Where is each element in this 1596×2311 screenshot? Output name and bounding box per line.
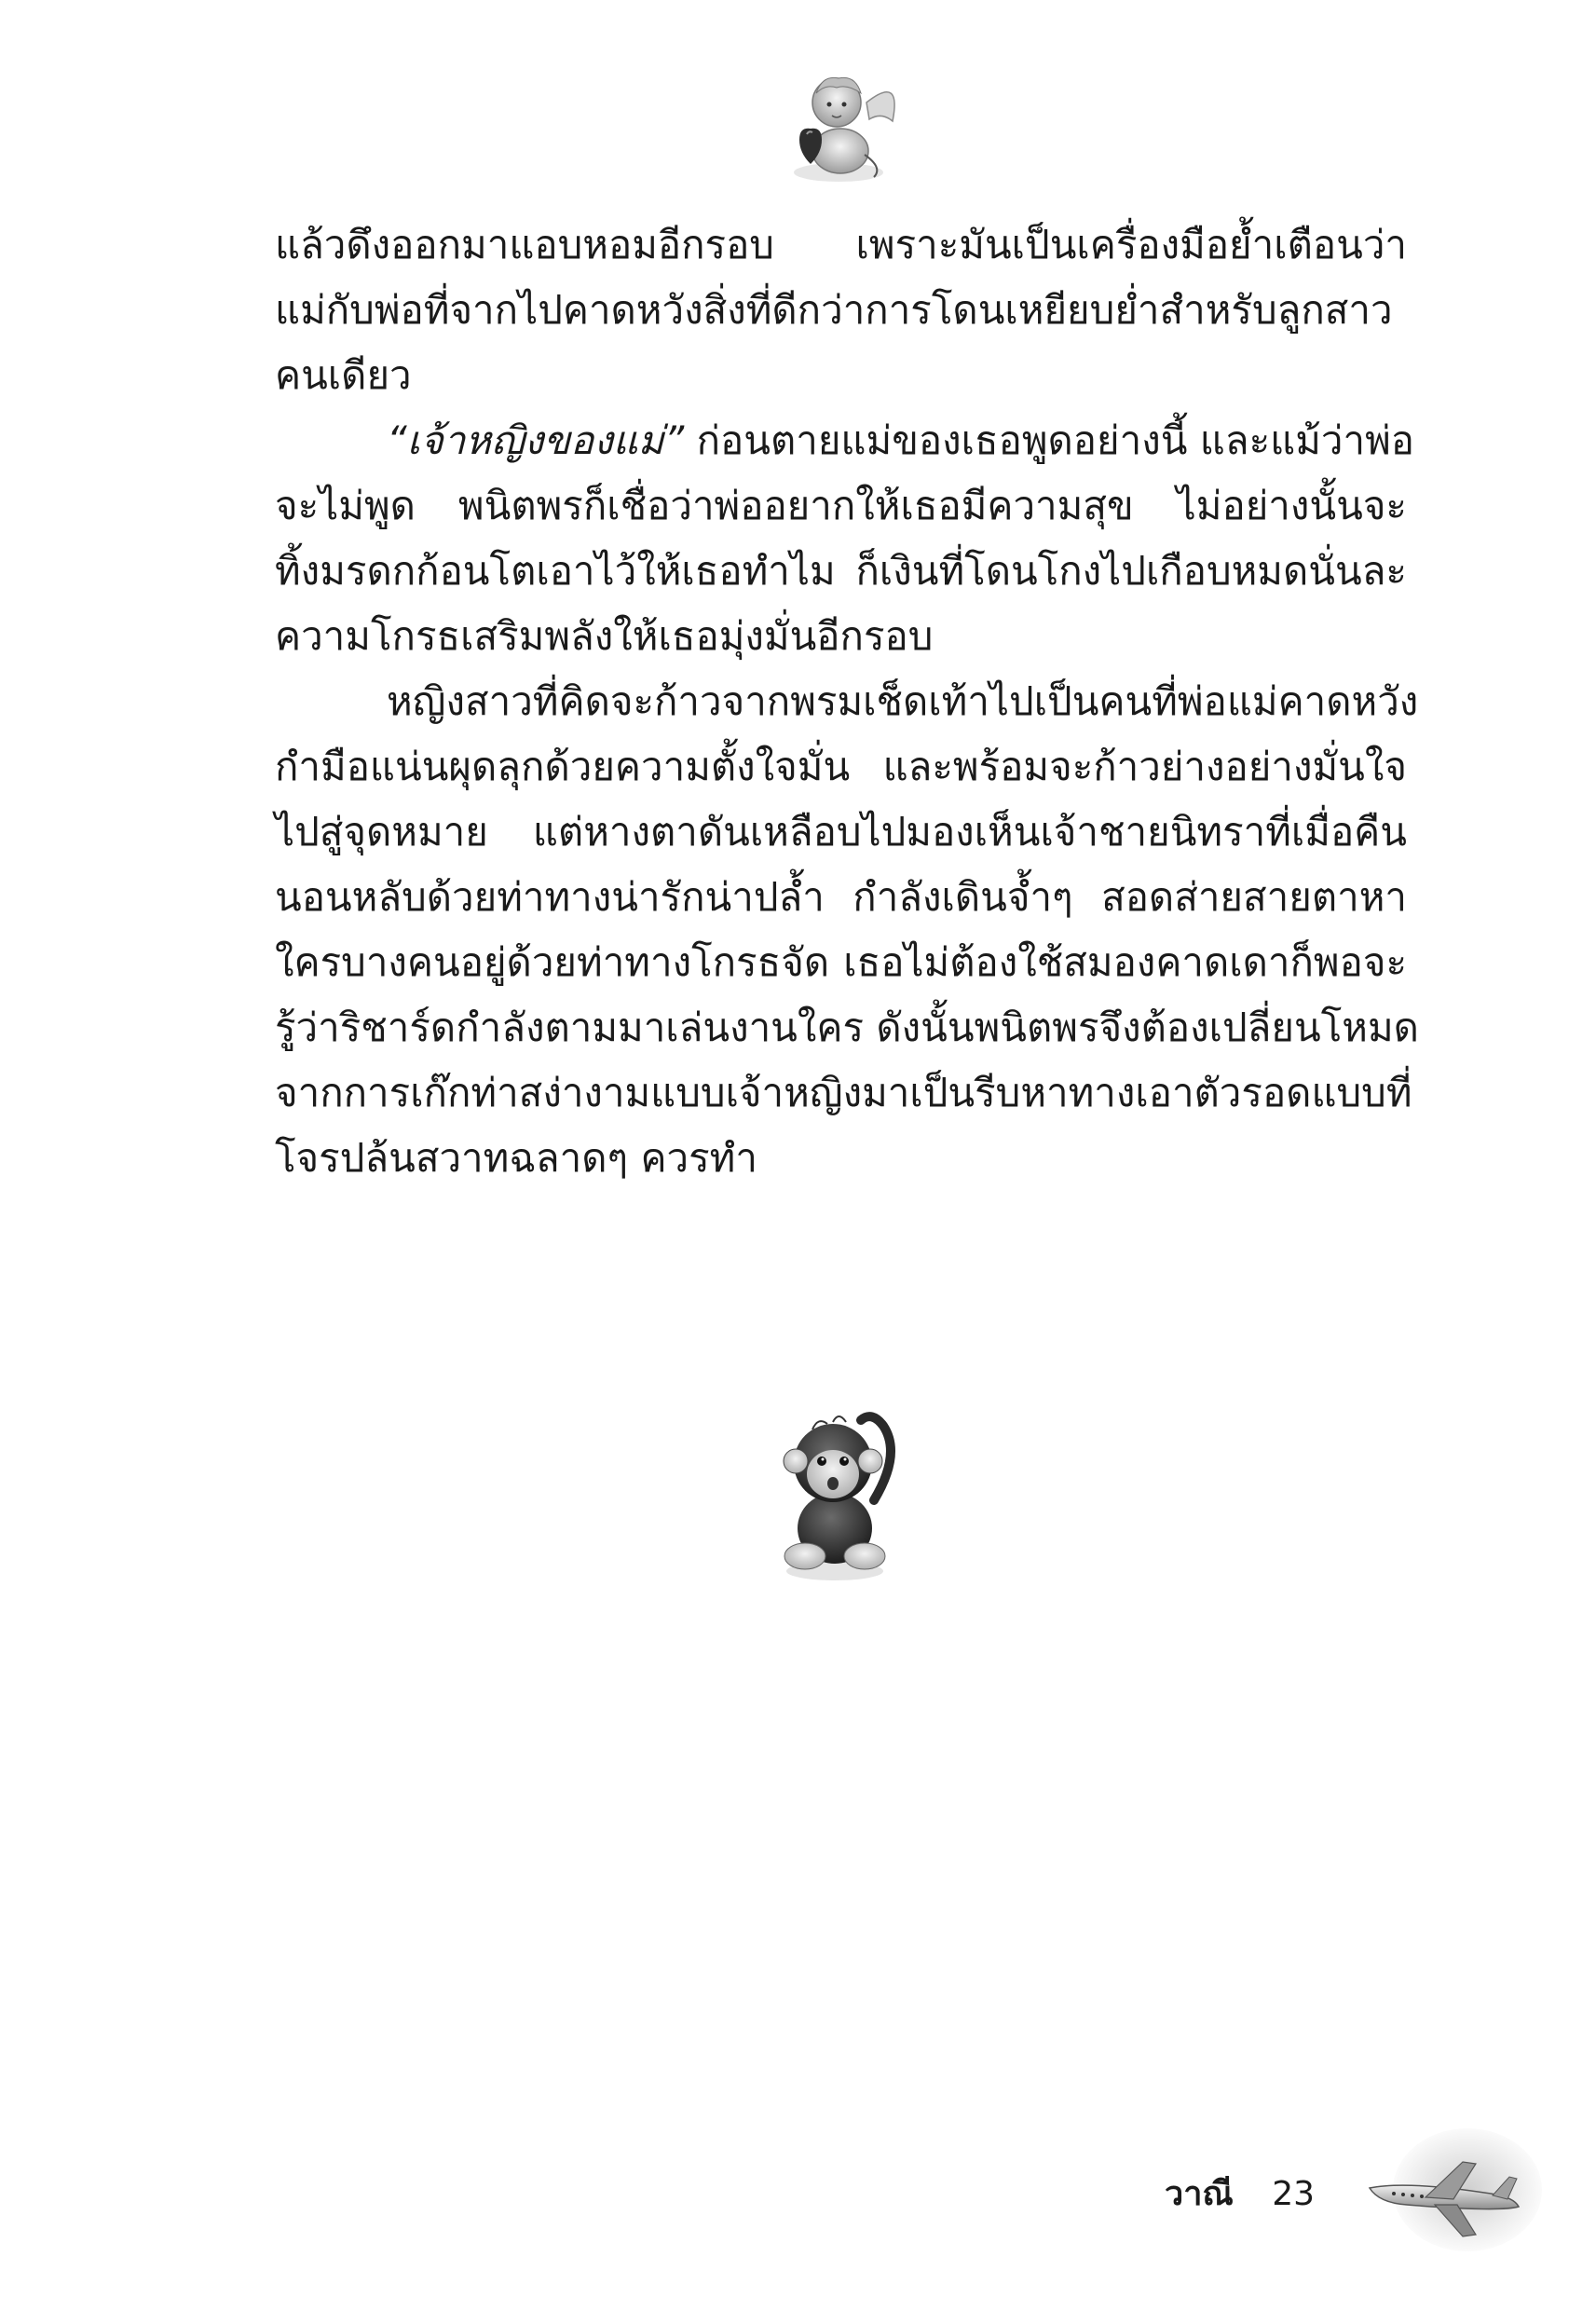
text-line: ความโกรธเสริมพลังให้เธอมุ่งมั่นอีกรอบ bbox=[275, 613, 934, 659]
page-footer bbox=[1165, 2171, 1351, 2218]
monkey-plush-icon bbox=[771, 1398, 902, 1584]
italic-quote: “เจ้าหญิงของแม่” bbox=[387, 417, 685, 463]
text-line: จะไม่พูด พนิตพรก็เชื่อว่าพ่ออยากให้เธอมีความสุข ไม่อย่างนั้นจะ bbox=[275, 483, 1407, 528]
text-line: นอนหลับด้วยท่าทางน่ารักน่าปล้ำ กำลังเดินจ้ำๆ สอดส่ายสายตาหา bbox=[275, 874, 1407, 920]
text-line: คนเดียว bbox=[275, 352, 412, 398]
text-line: ใครบางคนอยู่ด้วยท่าทางโกรธจัด เธอไม่ต้องใช้สมองคาดเดาก็พอจะ bbox=[275, 939, 1407, 985]
text-line: แล้วดึงออกมาแอบหอมอีกรอบ เพราะมันเป็นเครื่องมือย้ำเตือนว่า bbox=[275, 222, 1407, 267]
text-line: ทิ้งมรดกก้อนโตเอาไว้ให้เธอทำไม ก็เงินที่โดนโกงไปเกือบหมดนั่นละ bbox=[275, 548, 1407, 594]
text-line: จากการเก๊กท่าสง่างามแบบเจ้าหญิงมาเป็นรีบหาทางเอาตัวรอดแบบที่ bbox=[275, 1070, 1412, 1115]
text-line: กำมือแน่นผุดลุกด้วยความตั้งใจมั่น และพร้อมจะก้าวย่างอย่างมั่นใจ bbox=[275, 744, 1407, 789]
text-line bbox=[275, 408, 1414, 473]
text-line: แม่กับพ่อที่จากไปคาดหวังสิ่งที่ดีกว่าการโดนเหยียบย่ำสำหรับลูกสาว bbox=[275, 287, 1393, 333]
text-line: โจรปล้นสวาทฉลาดๆ ควรทำ bbox=[275, 1135, 757, 1181]
text-segment: ก่อนตายแม่ของเธอพูดอย่างนี้ และแม้ว่าพ่อ bbox=[684, 417, 1414, 463]
text-line: รู้ว่าริชาร์ดกำลังตามมาเล่นงานใคร ดังนั้นพนิตพรจึงต้องเปลี่ยนโหมด bbox=[275, 1005, 1419, 1050]
author-name: วาณี bbox=[1165, 2175, 1234, 2213]
cherub-with-heart-icon bbox=[781, 65, 907, 186]
page-number: 23 bbox=[1272, 2175, 1316, 2213]
airplane-cloud-icon bbox=[1351, 2125, 1547, 2264]
text-line: หญิงสาวที่คิดจะก้าวจากพรมเช็ดเท้าไปเป็นคนที่พ่อแม่คาดหวัง bbox=[387, 678, 1419, 724]
text-line: ไปสู่จุดหมาย แต่หางตาดันเหลือบไปมองเห็นเจ้าชายนิทราที่เมื่อคืน bbox=[275, 809, 1407, 855]
chapter-body bbox=[275, 212, 1419, 1191]
